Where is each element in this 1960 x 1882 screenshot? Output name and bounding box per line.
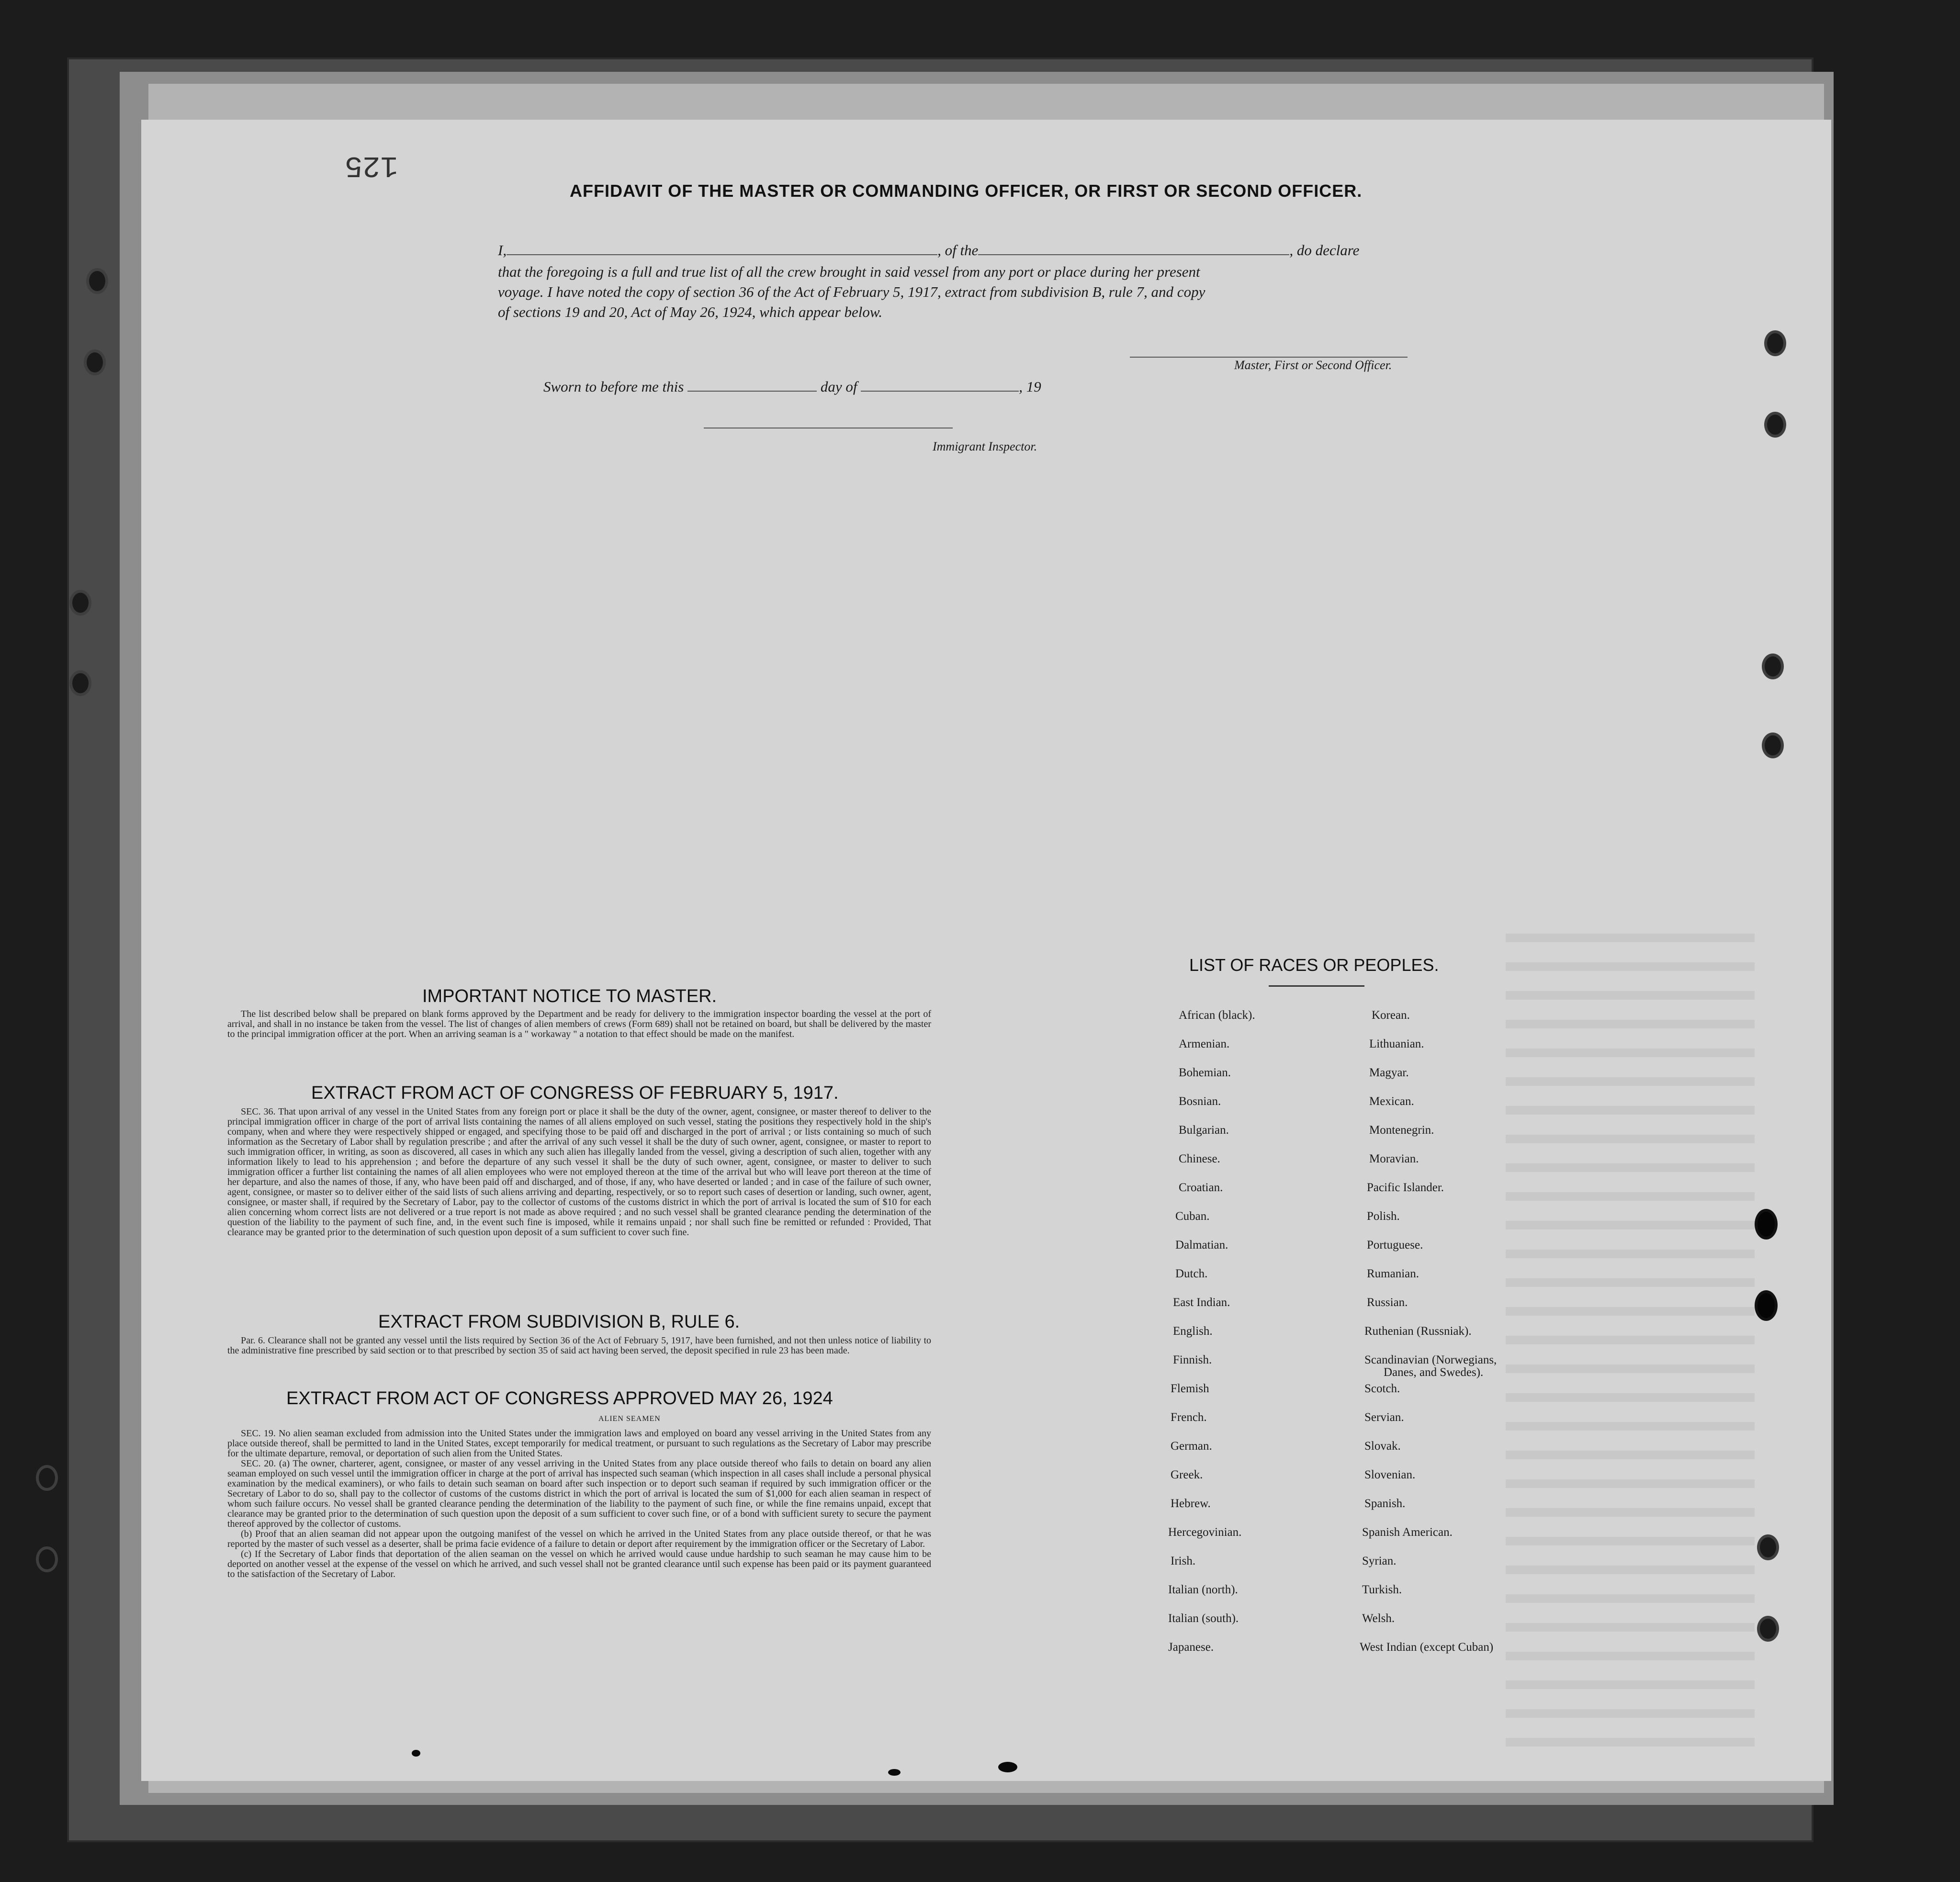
- race-item: Armenian.: [1179, 1037, 1230, 1050]
- race-item: Bohemian.: [1179, 1066, 1231, 1079]
- notice-title: IMPORTANT NOTICE TO MASTER.: [422, 986, 717, 1006]
- extract-rule6-title: EXTRACT FROM SUBDIVISION B, RULE 6.: [378, 1312, 740, 1332]
- punch-hole: [1762, 654, 1784, 679]
- punch-hole: [1755, 1290, 1778, 1321]
- race-item: German.: [1171, 1440, 1212, 1453]
- bleed-through-area: [1506, 934, 1755, 1747]
- race-item: Syrian.: [1362, 1555, 1397, 1567]
- race-item: East Indian.: [1173, 1296, 1230, 1309]
- race-item: Turkish.: [1362, 1583, 1402, 1596]
- affidavit-of-the: , of the: [937, 242, 979, 259]
- race-item: Slovenian.: [1364, 1468, 1416, 1481]
- race-item: Ruthenian (Russniak).: [1364, 1325, 1472, 1338]
- race-item: English.: [1173, 1325, 1213, 1338]
- affidavit-do-declare: , do declare: [1289, 242, 1360, 259]
- race-item: Greek.: [1171, 1468, 1203, 1481]
- sec20c-paragraph: (c) If the Secretary of Labor finds that deportation of the alien seaman on the vessel on which he arrived would cause undue hardship to such seaman he may cause him to be deported on another vessel at the expense of the vessel on which he arrived, and such vessel shall not be granted clearance until such expense has been paid or its payment guaranteed to the satisfaction of the Secretary of Labor.: [227, 1549, 931, 1579]
- ink-stain: [412, 1750, 420, 1757]
- punch-hole: [69, 590, 91, 616]
- extract-1924-title: EXTRACT FROM ACT OF CONGRESS APPROVED MAY 26, 1924: [286, 1388, 833, 1409]
- punch-hole: [84, 349, 106, 375]
- punch-hole: [69, 670, 91, 696]
- page-number: 125: [345, 148, 398, 182]
- extract-1924-text: [227, 1429, 931, 1579]
- signature-line: [1130, 357, 1408, 358]
- race-item: Pacific Islander.: [1367, 1181, 1444, 1194]
- race-item: Spanish.: [1364, 1497, 1406, 1510]
- inspector-label: Immigrant Inspector.: [933, 440, 1037, 453]
- race-item: Servian.: [1364, 1411, 1404, 1424]
- race-item: Mexican.: [1369, 1095, 1414, 1108]
- race-item: Polish.: [1367, 1210, 1400, 1223]
- sec20b-paragraph: (b) Proof that an alien seaman did not appear upon the outgoing manifest of the vessel on which he arrived in the United States from any place outside thereof, or that he was reported by the master of such vessel as a deserter, shall be prima facie evidence of a failure to detain or deport after requirement by the immigration officer or the Secretary of Labor.: [227, 1529, 931, 1549]
- race-item: Finnish.: [1173, 1353, 1212, 1366]
- race-item: Scotch.: [1364, 1382, 1400, 1395]
- day-of-text: day of: [820, 378, 857, 395]
- race-item: Croatian.: [1179, 1181, 1223, 1194]
- race-item: West Indian (except Cuban): [1360, 1641, 1494, 1654]
- race-item: Bosnian.: [1179, 1095, 1221, 1108]
- race-item: Dalmatian.: [1175, 1239, 1228, 1251]
- race-item: Scandinavian (Norwegians,: [1364, 1353, 1497, 1366]
- sec19-paragraph: SEC. 19. No alien seaman excluded from admission into the United States under the immigration laws and employed on board any vessel arriving in the United States from any place outside thereof, shall be permitted to land in the United States, except temporarily for medical treatment, or pursuant to such regulations as the Secretary of Labor may prescribe for the ultimate departure, removal, or deportation of such alien from the United States.: [227, 1428, 931, 1459]
- punch-hole: [1755, 1209, 1778, 1240]
- race-item: African (black).: [1179, 1009, 1255, 1022]
- extract-1917-paragraph: SEC. 36. That upon arrival of any vessel in the United States from any foreign port or place it shall be the duty of the owner, agent, consignee, or master thereof to deliver to the principal immigration officer in charge of the port of arrival lists containing the names of all aliens employed on such vessel, stating the positions they respectively hold in the ship's company, when and where they were respectively shipped or engaged, and specifying those to be paid off and discharged in the port of arrival ; or lists containing so much of such information as the Secretary of Labor shall by regulation prescribe ; and after the arrival of any such vessel it shall be the duty of such owner, agent, consignee, or master to report to such immigration officer, in writing, as soon as discovered, all cases in which any such alien has illegally landed from the vessel, giving a description of such alien, together with any information likely to lead to his apprehension ; and before the departure of any such vessel it shall be the duty of such owner, agent, consignee, or master to deliver to such immigration officer a further list containing the names of all alien employees who were not employed thereon at the time of the arrival but who will leave port thereon at the time of her departure, and also the names of those, if any, who have been paid off and discharged, and of those, if any, who have deserted or landed ; and in case of the failure of such owner, agent, consignee, or master so to deliver either of the said lists of such aliens arriving and departing, respectively, or so to report such cases of desertion or landing, such owner, agent, consignee, or master shall, if required by the Secretary of Labor, pay to the collector of customs of the customs district in which the port of arrival is located the sum of $10 for each alien concerning whom correct lists are not delivered or a true report is not made as above required ; and no such vessel shall be granted clearance pending the determination of the question of the liability to the payment of such fine, and, in the event such fine is imposed, while it remains unpaid ; nor shall such fine be remitted or refunded : Provided, That clearance may be granted prior to the determination of such question upon deposit of a sum sufficient to cover such fine.: [227, 1106, 931, 1238]
- name-blank: [507, 254, 937, 255]
- affidavit-line: of sections 19 and 20, Act of May 26, 1924, which appear below.: [498, 304, 883, 320]
- race-item: Irish.: [1171, 1555, 1196, 1567]
- sworn-text: Sworn to before me this: [543, 378, 684, 395]
- month-blank: [861, 391, 1019, 392]
- race-item: Italian (north).: [1168, 1583, 1238, 1596]
- affidavit-title: AFFIDAVIT OF THE MASTER OR COMMANDING OFFICER, OR FIRST OR SECOND OFFICER.: [570, 181, 1363, 201]
- affidavit-declaration: [498, 242, 1359, 259]
- sec20a-paragraph: SEC. 20. (a) The owner, charterer, agent, consignee, or master of any vessel arriving in the United States from any place outside thereof who fails to detain on board any alien seaman employed on such vessel until the immigration officer in charge at the port of arrival has inspected such seaman (which inspection in all cases shall include a personal physical examination by the medical examiners), or who fails to detain such seaman on board after such inspection or to deport such seaman if required by such immigration officer or the Secretary of Labor to do so, shall pay to the collector of customs of the customs district in which the port of arrival is located the sum of $1,000 for each alien seaman in respect of whom such failure occurs. No vessel shall be granted clearance pending the determination of the liability to the payment of such fine, or while the fine remains unpaid, except that clearance may be granted prior to the determination of such question upon the deposit of a sum sufficient to cover such fine, or of a bond with sufficient surety to secure the payment thereof approved by the collector of customs.: [227, 1458, 931, 1529]
- punch-hole: [1764, 330, 1786, 356]
- race-item: Lithuanian.: [1369, 1037, 1424, 1050]
- race-item: Danes, and Swedes).: [1384, 1366, 1484, 1379]
- race-item: Russian.: [1367, 1296, 1408, 1309]
- extract-1917-text: [227, 1107, 931, 1238]
- extract-rule6-text: [227, 1336, 931, 1356]
- punch-hole: [36, 1465, 58, 1491]
- race-item: Hercegovinian.: [1168, 1526, 1242, 1539]
- notice-text: [227, 1009, 931, 1039]
- punch-hole: [36, 1546, 58, 1572]
- race-item: French.: [1171, 1411, 1207, 1424]
- race-item: Portuguese.: [1367, 1239, 1423, 1251]
- race-item: Flemish: [1171, 1382, 1209, 1395]
- affidavit-line: that the foregoing is a full and true list of all the crew brought in said vessel from any port or place during her present: [498, 263, 1200, 280]
- race-item: Moravian.: [1369, 1152, 1419, 1165]
- race-item: Korean.: [1372, 1009, 1410, 1022]
- race-item: Spanish American.: [1362, 1526, 1453, 1539]
- race-item: Rumanian.: [1367, 1267, 1419, 1280]
- race-item: Italian (south).: [1168, 1612, 1239, 1625]
- race-item: Dutch.: [1175, 1267, 1208, 1280]
- punch-hole: [86, 268, 108, 294]
- extract-rule6-paragraph: Par. 6. Clearance shall not be granted any vessel until the lists required by Section 36 of the Act of February 5, 1917, have been furnished, and not then unless notice of liability to the administrative fine prescribed by said section or to that prescribed by section 35 of said act having been served, the deposit specified in rule 23 has been made.: [227, 1335, 931, 1356]
- affidavit-i: I,: [498, 242, 507, 259]
- races-rule: [1269, 985, 1364, 987]
- signature-label: Master, First or Second Officer.: [1234, 358, 1392, 372]
- race-item: Montenegrin.: [1369, 1124, 1434, 1137]
- race-item: Japanese.: [1168, 1641, 1214, 1654]
- extract-1924-subtitle: ALIEN SEAMEN: [598, 1415, 661, 1423]
- punch-hole: [1757, 1616, 1779, 1642]
- affidavit-line: voyage. I have noted the copy of section 36 of the Act of February 5, 1917, extract from subdivision B, rule 7, and copy: [498, 283, 1205, 300]
- race-item: Hebrew.: [1171, 1497, 1211, 1510]
- year-text: , 19: [1019, 378, 1041, 395]
- extract-1917-title: EXTRACT FROM ACT OF CONGRESS OF FEBRUARY 5, 1917.: [311, 1083, 839, 1103]
- punch-hole: [1762, 733, 1784, 758]
- sworn-line: [543, 378, 1041, 395]
- ink-stain: [888, 1769, 901, 1776]
- races-title: LIST OF RACES OR PEOPLES.: [1189, 955, 1439, 975]
- race-item: Chinese.: [1179, 1152, 1220, 1165]
- punch-hole: [1764, 412, 1786, 438]
- race-item: Cuban.: [1175, 1210, 1210, 1223]
- vessel-blank: [978, 254, 1289, 255]
- race-item: Slovak.: [1364, 1440, 1401, 1453]
- race-item: Bulgarian.: [1179, 1124, 1229, 1137]
- punch-hole: [1757, 1534, 1779, 1560]
- race-item: Welsh.: [1362, 1612, 1395, 1625]
- notice-paragraph: The list described below shall be prepared on blank forms approved by the Department and be ready for delivery to the immigration inspector boarding the vessel at the port of arrival, and shall in no instance be taken from the vessel. The list of changes of alien members of crews (Form 689) shall not be retained on board, but shall be delivered by the master to the principal immigration officer at the port. When an arriving seaman is a " workaway " a notation to that effect should be made on the manifest.: [227, 1009, 931, 1039]
- ink-stain: [998, 1762, 1017, 1772]
- day-blank: [687, 391, 817, 392]
- race-item: Magyar.: [1369, 1066, 1409, 1079]
